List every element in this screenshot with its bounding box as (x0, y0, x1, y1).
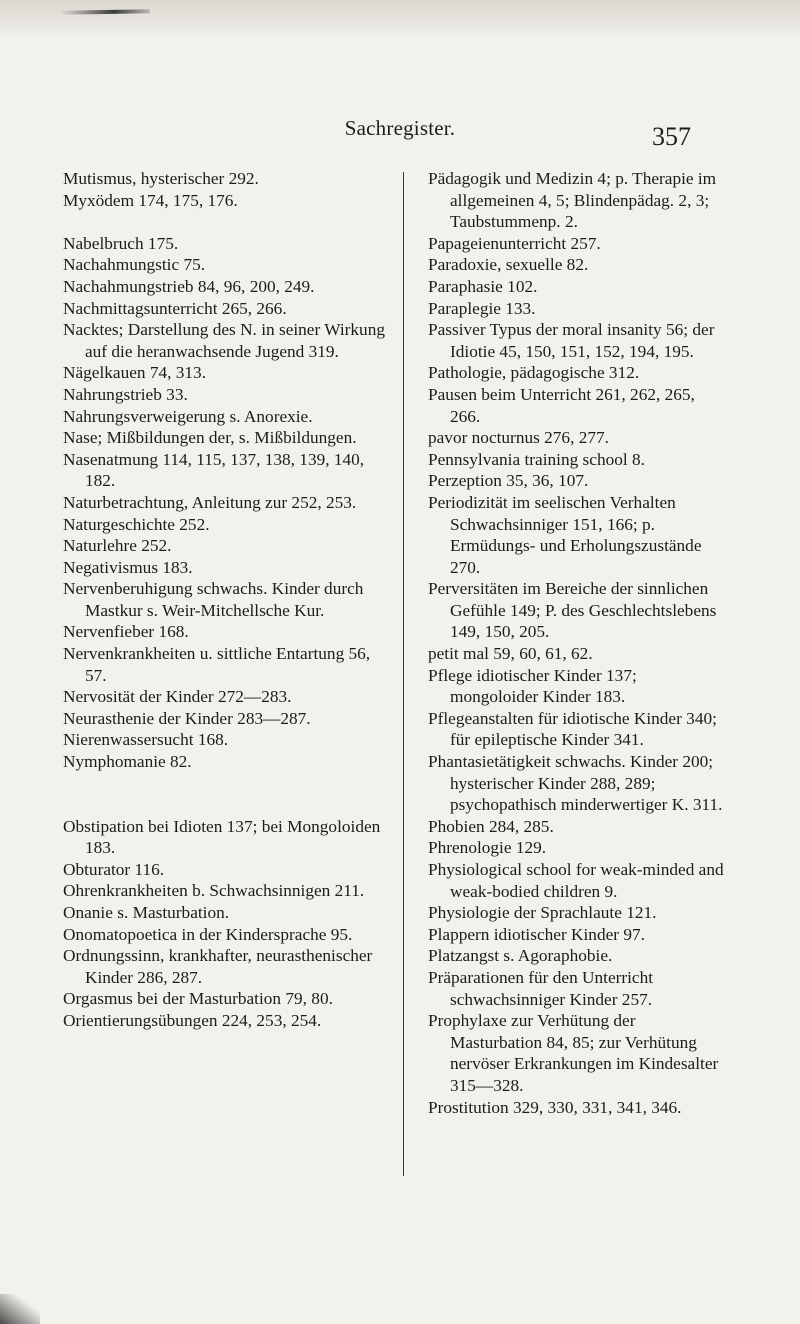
index-entry: Obturator 116. (63, 859, 165, 879)
index-entry: Nägelkauen 74, 313. (63, 363, 207, 383)
page-header-title: Sachregister. (344, 116, 456, 140)
index-entry: Mutismus, hysterischer 292. (63, 169, 259, 188)
index-entry: Paraplegie 133. (428, 298, 536, 318)
index-entry: Onanie s. Masturbation. (63, 903, 230, 922)
index-entry: Physiologie der Sprachlaute 121. (428, 903, 657, 923)
index-entry: Nacktes; Darstellung des N. in seiner Wirkung auf die heranwachsende Jugend 319. (63, 320, 385, 361)
index-entry: Paradoxie, sexuelle 82. (428, 255, 589, 275)
index-entry: Passiver Typus der moral insanity 56; der Idiotie 45, 150, 151, 152, 194, 195. (428, 320, 715, 361)
index-entry: Phobien 284, 285. (428, 816, 554, 836)
index-entry: Ordnungssinn, krankhafter, neurasthenischer Kinder 286, 287. (63, 946, 373, 987)
index-entry: Nasenatmung 114, 115, 137, 138, 139, 140, 182. (63, 449, 365, 491)
section-gap (63, 773, 395, 816)
index-entry: Pflege idiotischer Kinder 137; mongoloider Kinder 183. (428, 665, 637, 707)
index-entry: Orgasmus bei der Masturbation 79, 80. (63, 989, 333, 1009)
index-entry: Physiological school for weak-minded and weak-bodied children 9. (428, 860, 724, 901)
index-entry: Nase; Mißbildungen der, s. Mißbildungen. (63, 428, 357, 448)
index-entry: Nahrungsverweigerung s. Anorexie. (63, 406, 313, 426)
index-entry: Negativismus 183. (63, 557, 193, 577)
index-entry: Nervosität der Kinder 272—283. (63, 687, 292, 707)
section-gap (63, 211, 395, 233)
index-entry: Phrenologie 129. (428, 838, 547, 858)
index-entry: Paraphasie 102. (428, 276, 538, 296)
index-entry: pavor nocturnus 276, 277. (428, 428, 609, 448)
index-entry: Naturlehre 252. (63, 536, 172, 556)
index-entry: Neurasthenie der Kinder 283—287. (63, 708, 311, 728)
index-entry: Periodizität im seelischen Verhalten Schwachsinniger 151, 166; p. Ermüdungs- und Erholungszustände 270. (428, 492, 702, 577)
index-entry: Pathologie, pädagogische 312. (428, 363, 640, 383)
index-entry: Nachmittagsunterricht 265, 266. (63, 298, 287, 318)
index-entry: Nervenkrankheiten u. sittliche Entartung 56, 57. (63, 644, 371, 685)
index-entry: Nachahmungstrieb 84, 96, 200, 249. (63, 276, 315, 296)
index-entry: Naturgeschichte 252. (63, 514, 210, 534)
index-entry: Nymphomanie 82. (63, 752, 192, 772)
index-entry: Plappern idiotischer Kinder 97. (428, 924, 645, 944)
index-entry: Obstipation bei Idioten 137; bei Mongoloiden 183. (63, 816, 381, 858)
page-number: 357 (652, 122, 691, 151)
index-entry: Nabelbruch 175. (63, 233, 179, 253)
index-entry: Nachahmungstic 75. (63, 255, 206, 275)
index-entry: petit mal 59, 60, 61, 62. (428, 644, 593, 664)
index-entry: Perzeption 35, 36, 107. (428, 471, 589, 491)
index-entry: Perversitäten im Bereiche der sinnlichen Gefühle 149; P. des Geschlechtslebens 149, 150, 205. (428, 579, 717, 642)
index-entry: Nervenfieber 168. (63, 622, 189, 642)
index-entry: Prophylaxe zur Verhütung der Masturbation 84, 85; zur Verhütung nervöser Erkrankungen im Kindesalter 315—328. (428, 1011, 719, 1095)
index-entry: Phantasietätigkeit schwachs. Kinder 200; hysterischer Kinder 288, 289; psychopathisch minderwertiger K. 311. (428, 752, 723, 815)
index-entry: Präparationen für den Unterricht schwachsinniger Kinder 257. (428, 967, 654, 1009)
index-entry: Pflegeanstalten für idiotische Kinder 340; für epileptische Kinder 341. (428, 708, 717, 750)
index-entry: Orientierungsübungen 224, 253, 254. (63, 1010, 322, 1030)
index-entry: Ohrenkrankheiten b. Schwachsinnigen 211. (63, 881, 365, 901)
index-entry: Naturbetrachtung, Anleitung zur 252, 253. (63, 492, 357, 512)
index-entry: Pausen beim Unterricht 261, 262, 265, 266. (428, 384, 695, 426)
index-entry: Pädagogik und Medizin 4; p. Therapie im allgemeinen 4, 5; Blindenpädag. 2, 3; Taubstummenp. 2. (428, 169, 717, 232)
index-entry: Platzangst s. Agoraphobie. (428, 946, 613, 966)
index-entry: Nervenberuhigung schwachs. Kinder durch Mastkur s. Weir-Mitchellsche Kur. (63, 579, 364, 620)
left-column (63, 168, 395, 1032)
right-column (428, 168, 728, 1118)
index-entry: Nierenwassersucht 168. (63, 730, 229, 750)
index-entry: Prostitution 329, 330, 331, 341, 346. (428, 1097, 682, 1117)
index-entry: Nahrungstrieb 33. (63, 384, 188, 404)
index-entry: Pennsylvania training school 8. (428, 449, 645, 469)
index-entry: Papageienunterricht 257. (428, 233, 601, 253)
index-entry: Myxödem 174, 175, 176. (63, 190, 238, 210)
column-divider (403, 172, 404, 1176)
page-top-shading (0, 0, 800, 40)
index-entry: Onomatopoetica in der Kindersprache 95. (63, 924, 353, 944)
scan-corner-shadow (0, 1294, 40, 1324)
